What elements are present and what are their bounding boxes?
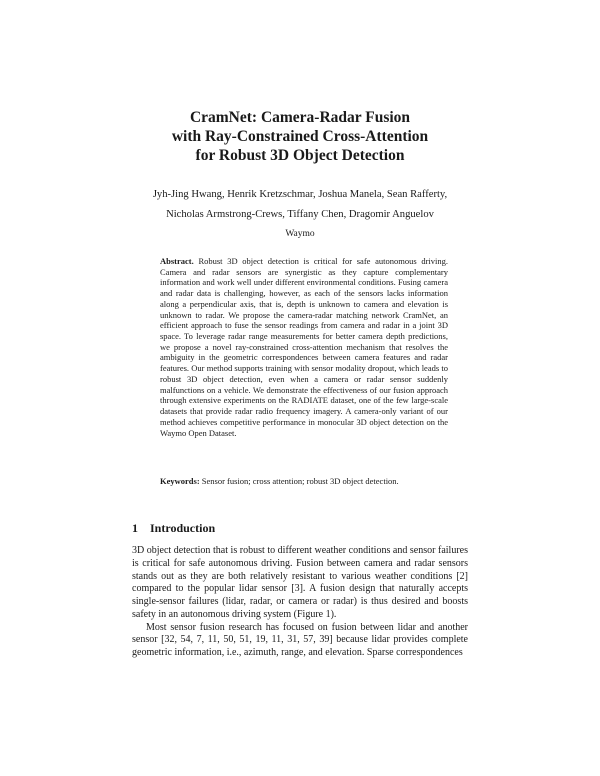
title-line-1: CramNet: Camera-Radar Fusion — [189, 109, 411, 126]
introduction-body — [132, 545, 468, 660]
keywords — [160, 476, 448, 487]
author-list — [60, 185, 540, 225]
keywords-text: Sensor fusion; cross attention; robust 3D object detection. — [201, 476, 399, 486]
authors-line-2: Nicholas Armstrong-Crews, Tiffany Chen, Dragomir Anguelov — [166, 209, 434, 220]
section-heading — [132, 521, 215, 535]
section-number: 1 — [132, 521, 138, 535]
paragraph-1: 3D object detection that is robust to different weather conditions and sensor failures is critical for safe autonomous driving. Fusion between camera and radar sensors stands out as they are both relatively resistant to various weather conditions [2] compared to the popular lidar sensor [3]. A fusion design that naturally accepts single-sensor failures (lidar, radar, or camera or radar) is thus desired and boosts safety in an autonomous driving system (Figure 1). — [132, 545, 468, 620]
paragraph-2: Most sensor fusion research has focused on fusion between lidar and another sensor [32, 54, 7, 11, 50, 51, 19, 11, 31, 57, 39] because lidar provides complete geometric information, i.e., azimuth, range, and elevation. Sparse correspondences — [132, 621, 468, 658]
authors-line-1: Jyh-Jing Hwang, Henrik Kretzschmar, Joshua Manela, Sean Rafferty, — [152, 189, 448, 200]
abstract-label: Abstract. — [160, 256, 194, 266]
abstract — [160, 256, 448, 438]
section-title: Introduction — [150, 521, 216, 535]
abstract-text: Robust 3D object detection is critical for safe autonomous driving. Camera and radar sensors are synergistic as they capture complementary information and work well under different environmental conditions. Fusing camera and radar data is challenging, however, as each of the sensors lacks information along a perpendicular axis, that is, depth is unknown to camera and elevation is unknown to radar. We propose the camera-radar matching network CramNet, an efficient approach to fuse the sensor readings from camera and radar in a joint 3D space. To leverage radar range measurements for better camera depth predictions, we propose a novel ray-constrained cross-attention mechanism that resolves the ambiguity in the geometric correspondences between camera features and radar features. Our method supports training with sensor modality dropout, which leads to robust 3D object detection, even when a camera or radar sensor suddenly malfunctions on a vehicle. We demonstrate the effectiveness of our fusion approach through extensive experiments on the RADIATE dataset, one of the few large-scale datasets that provide radar radio frequency imagery. A camera-only variant of our method achieves competitive performance in monocular 3D object detection on the Waymo Open Dataset. — [160, 256, 449, 438]
paper-title — [100, 108, 500, 165]
affiliation: Waymo — [285, 229, 315, 239]
keywords-label: Keywords: — [160, 476, 200, 486]
title-line-3: for Robust 3D Object Detection — [195, 147, 405, 164]
title-line-2: with Ray-Constrained Cross-Attention — [171, 128, 429, 145]
